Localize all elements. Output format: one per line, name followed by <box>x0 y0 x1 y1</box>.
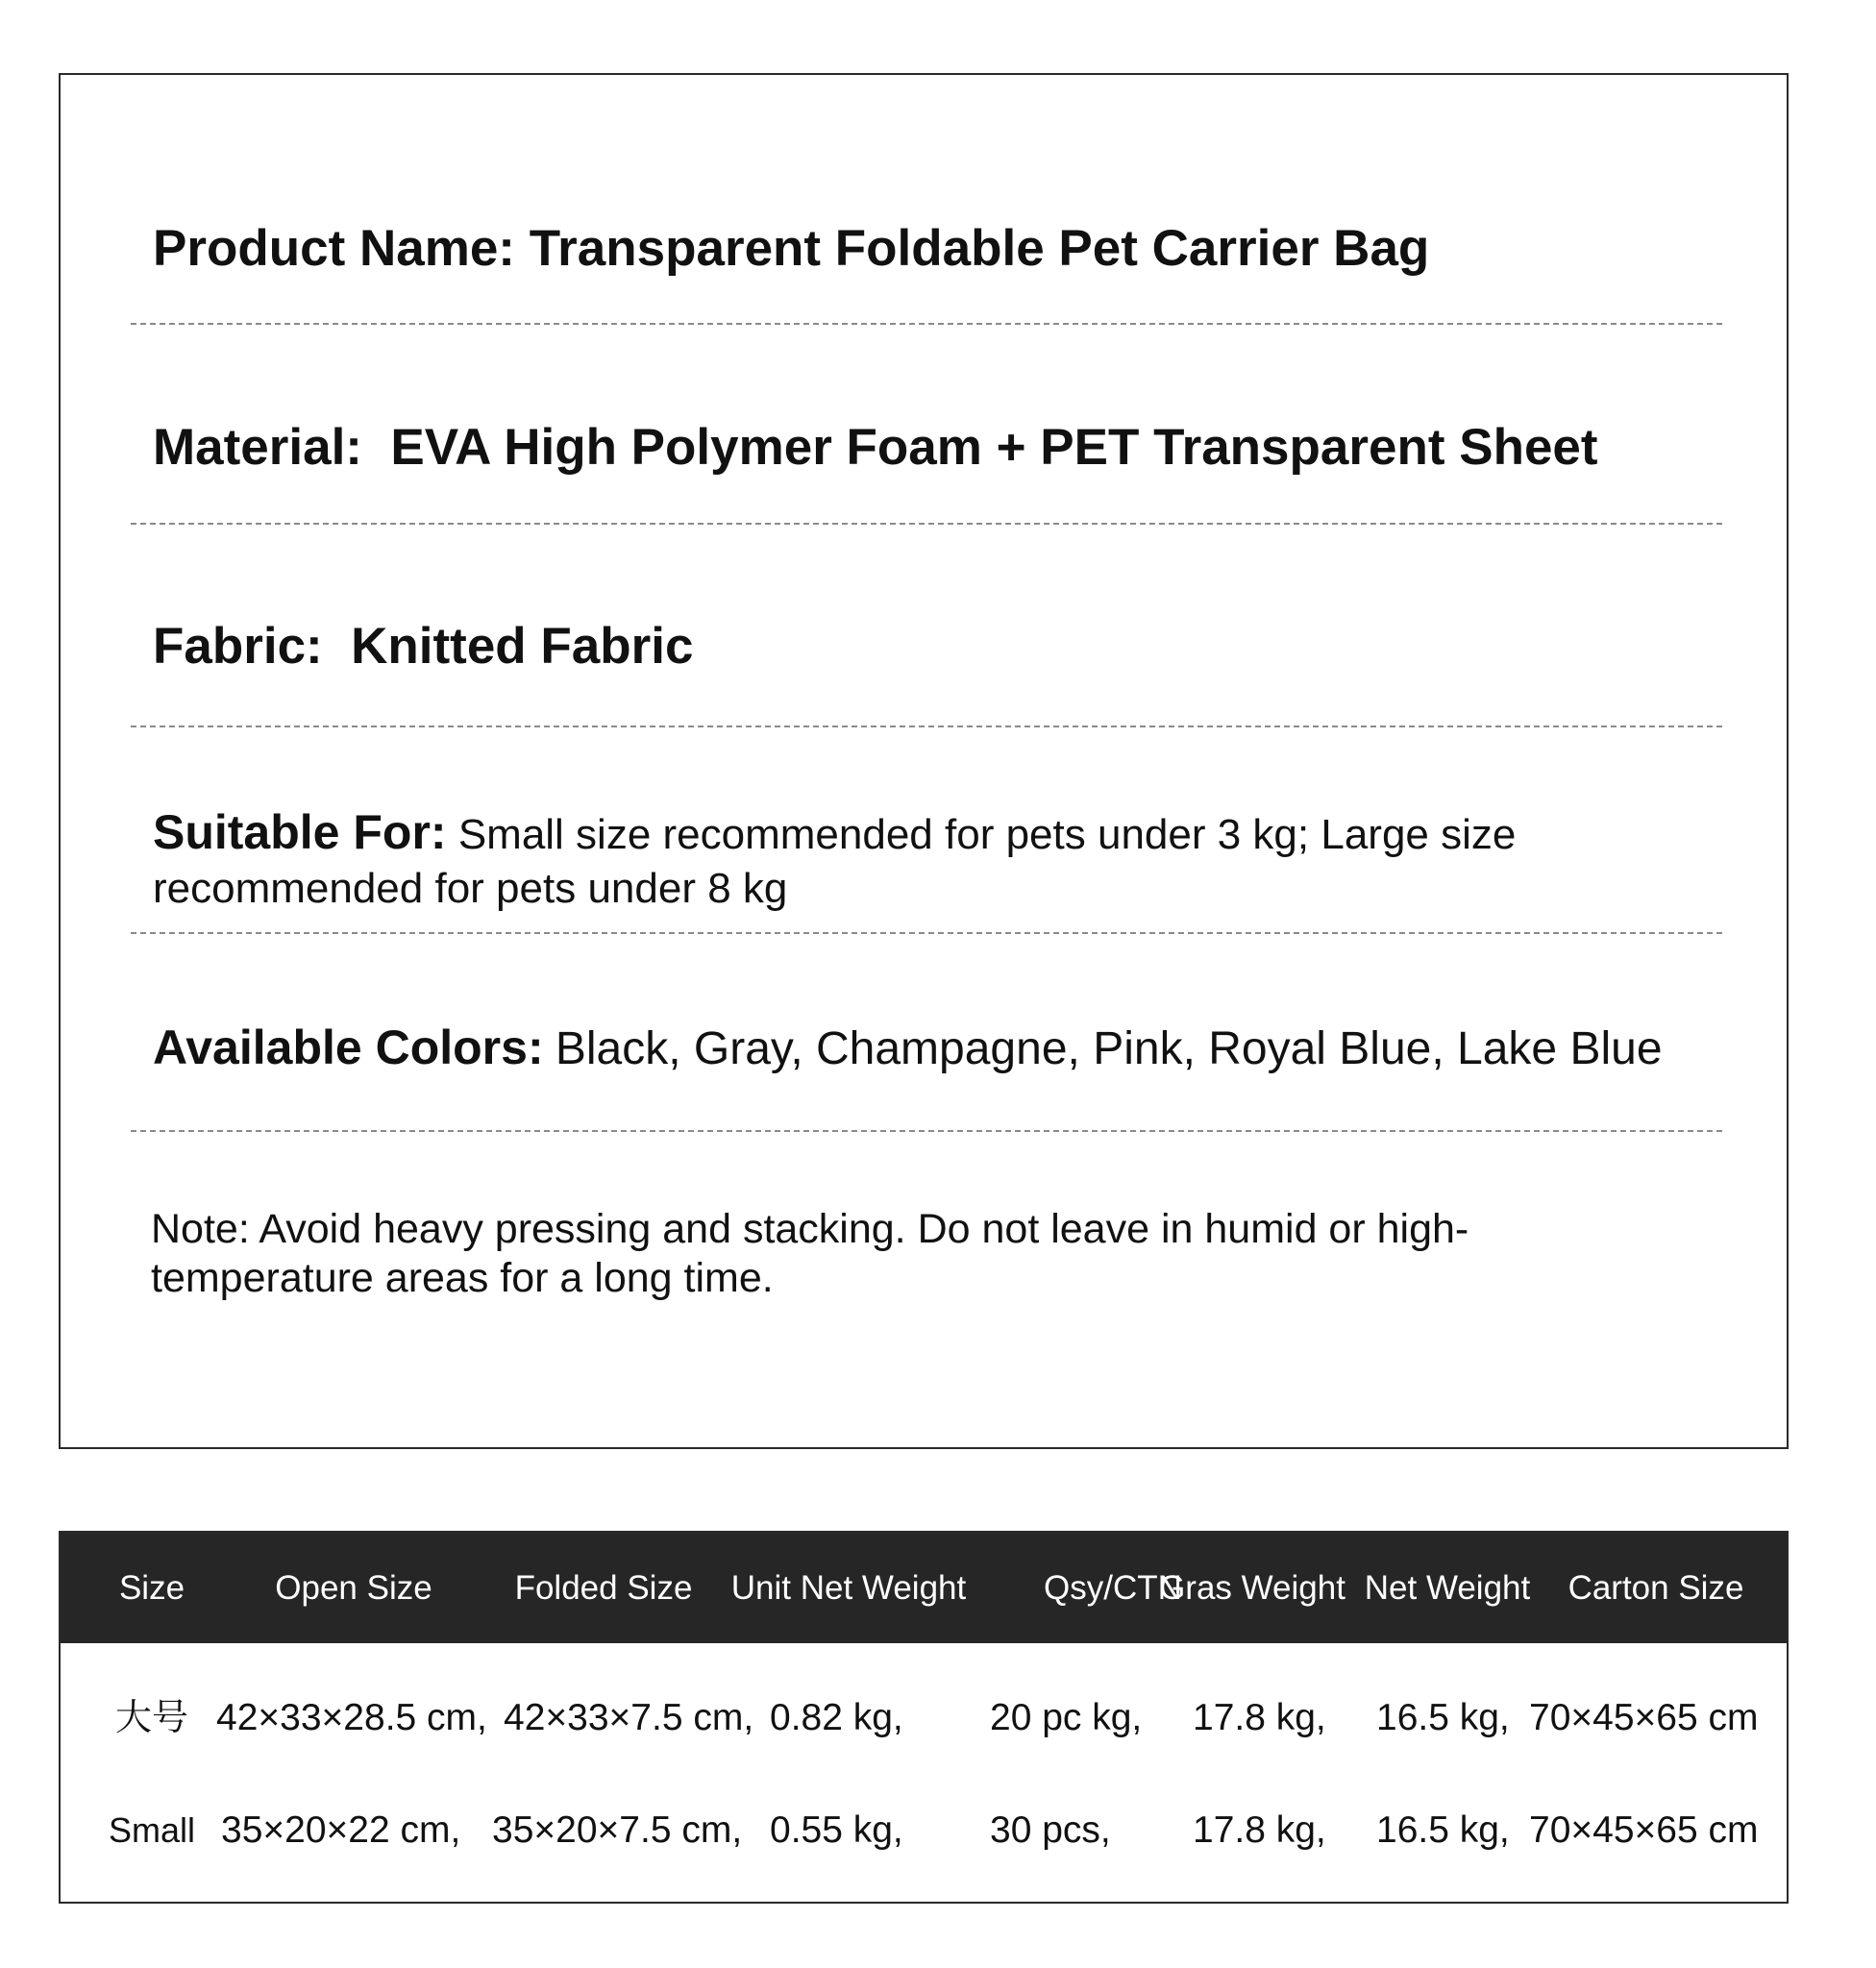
spec-material <box>153 418 1767 478</box>
table-cell: 35×20×22 cm, <box>221 1809 461 1851</box>
spec-suitable-for <box>153 805 1748 916</box>
header-cell: Carton Size <box>1567 1569 1744 1607</box>
spec-product-name <box>153 219 1767 279</box>
spec-value: Transparent Foldable Pet Carrier Bag <box>529 220 1430 277</box>
spec-value: Black, Gray, Champagne, Pink, Royal Blue, Lake Blue <box>555 1023 1663 1074</box>
spec-label: Suitable For: <box>153 805 447 859</box>
table-cell: 17.8 kg, <box>1193 1809 1326 1851</box>
dashed-divider <box>131 523 1722 525</box>
header-cell: Gras Weight <box>1159 1569 1345 1607</box>
header-cell: Qsy/CTN <box>1044 1569 1182 1607</box>
spec-label: Product Name: <box>153 220 515 277</box>
spec-value: Knitted Fabric <box>351 618 694 675</box>
table-cell: 42×33×7.5 cm, <box>504 1697 754 1738</box>
table-cell: 35×20×7.5 cm, <box>492 1809 743 1851</box>
table-header <box>61 1533 1787 1643</box>
spec-label: Material: <box>153 419 362 476</box>
spec-value: Small size recommended for pets under 3 kg; Large size recommended for pets under 8 kg <box>153 811 1517 912</box>
header-cell: Open Size <box>275 1569 432 1607</box>
table-cell: 17.8 kg, <box>1193 1697 1326 1738</box>
table-cell: 20 pc kg, <box>990 1697 1143 1738</box>
header-cell: Unit Net Weight <box>730 1569 967 1607</box>
table-cell: Small <box>108 1810 196 1850</box>
product-spec-box <box>59 73 1789 1449</box>
table-cell: 70×45×65 cm <box>1529 1809 1759 1851</box>
dashed-divider <box>131 323 1722 325</box>
spec-available-colors <box>153 1021 1787 1077</box>
dashed-divider <box>131 726 1722 727</box>
header-cell: Size <box>118 1569 185 1607</box>
table-cell: 16.5 kg, <box>1376 1809 1510 1851</box>
spec-label: Available Colors: <box>153 1021 544 1074</box>
care-note: Note: Avoid heavy pressing and stacking. Do not leave in humid or high-temperature areas for a long time. <box>151 1206 1469 1301</box>
table-row <box>61 1787 1787 1874</box>
table-cell: 30 pcs, <box>990 1809 1111 1851</box>
header-cell: Net Weight <box>1364 1569 1531 1607</box>
header-cell: Folded Size <box>514 1569 693 1607</box>
table-cell: 大号 <box>114 1698 188 1738</box>
dashed-divider <box>131 1130 1722 1132</box>
spec-fabric <box>153 617 1767 676</box>
size-table <box>59 1531 1789 1904</box>
table-cell: 0.55 kg, <box>770 1809 903 1851</box>
table-cell: 0.82 kg, <box>770 1697 903 1738</box>
dashed-divider <box>131 932 1722 934</box>
spec-value: EVA High Polymer Foam + PET Transparent Sheet <box>390 419 1598 476</box>
spec-label: Fabric: <box>153 618 323 675</box>
table-row <box>61 1675 1787 1761</box>
table-cell: 42×33×28.5 cm, <box>216 1697 487 1738</box>
table-cell: 70×45×65 cm <box>1529 1697 1759 1738</box>
table-cell: 16.5 kg, <box>1376 1697 1510 1738</box>
